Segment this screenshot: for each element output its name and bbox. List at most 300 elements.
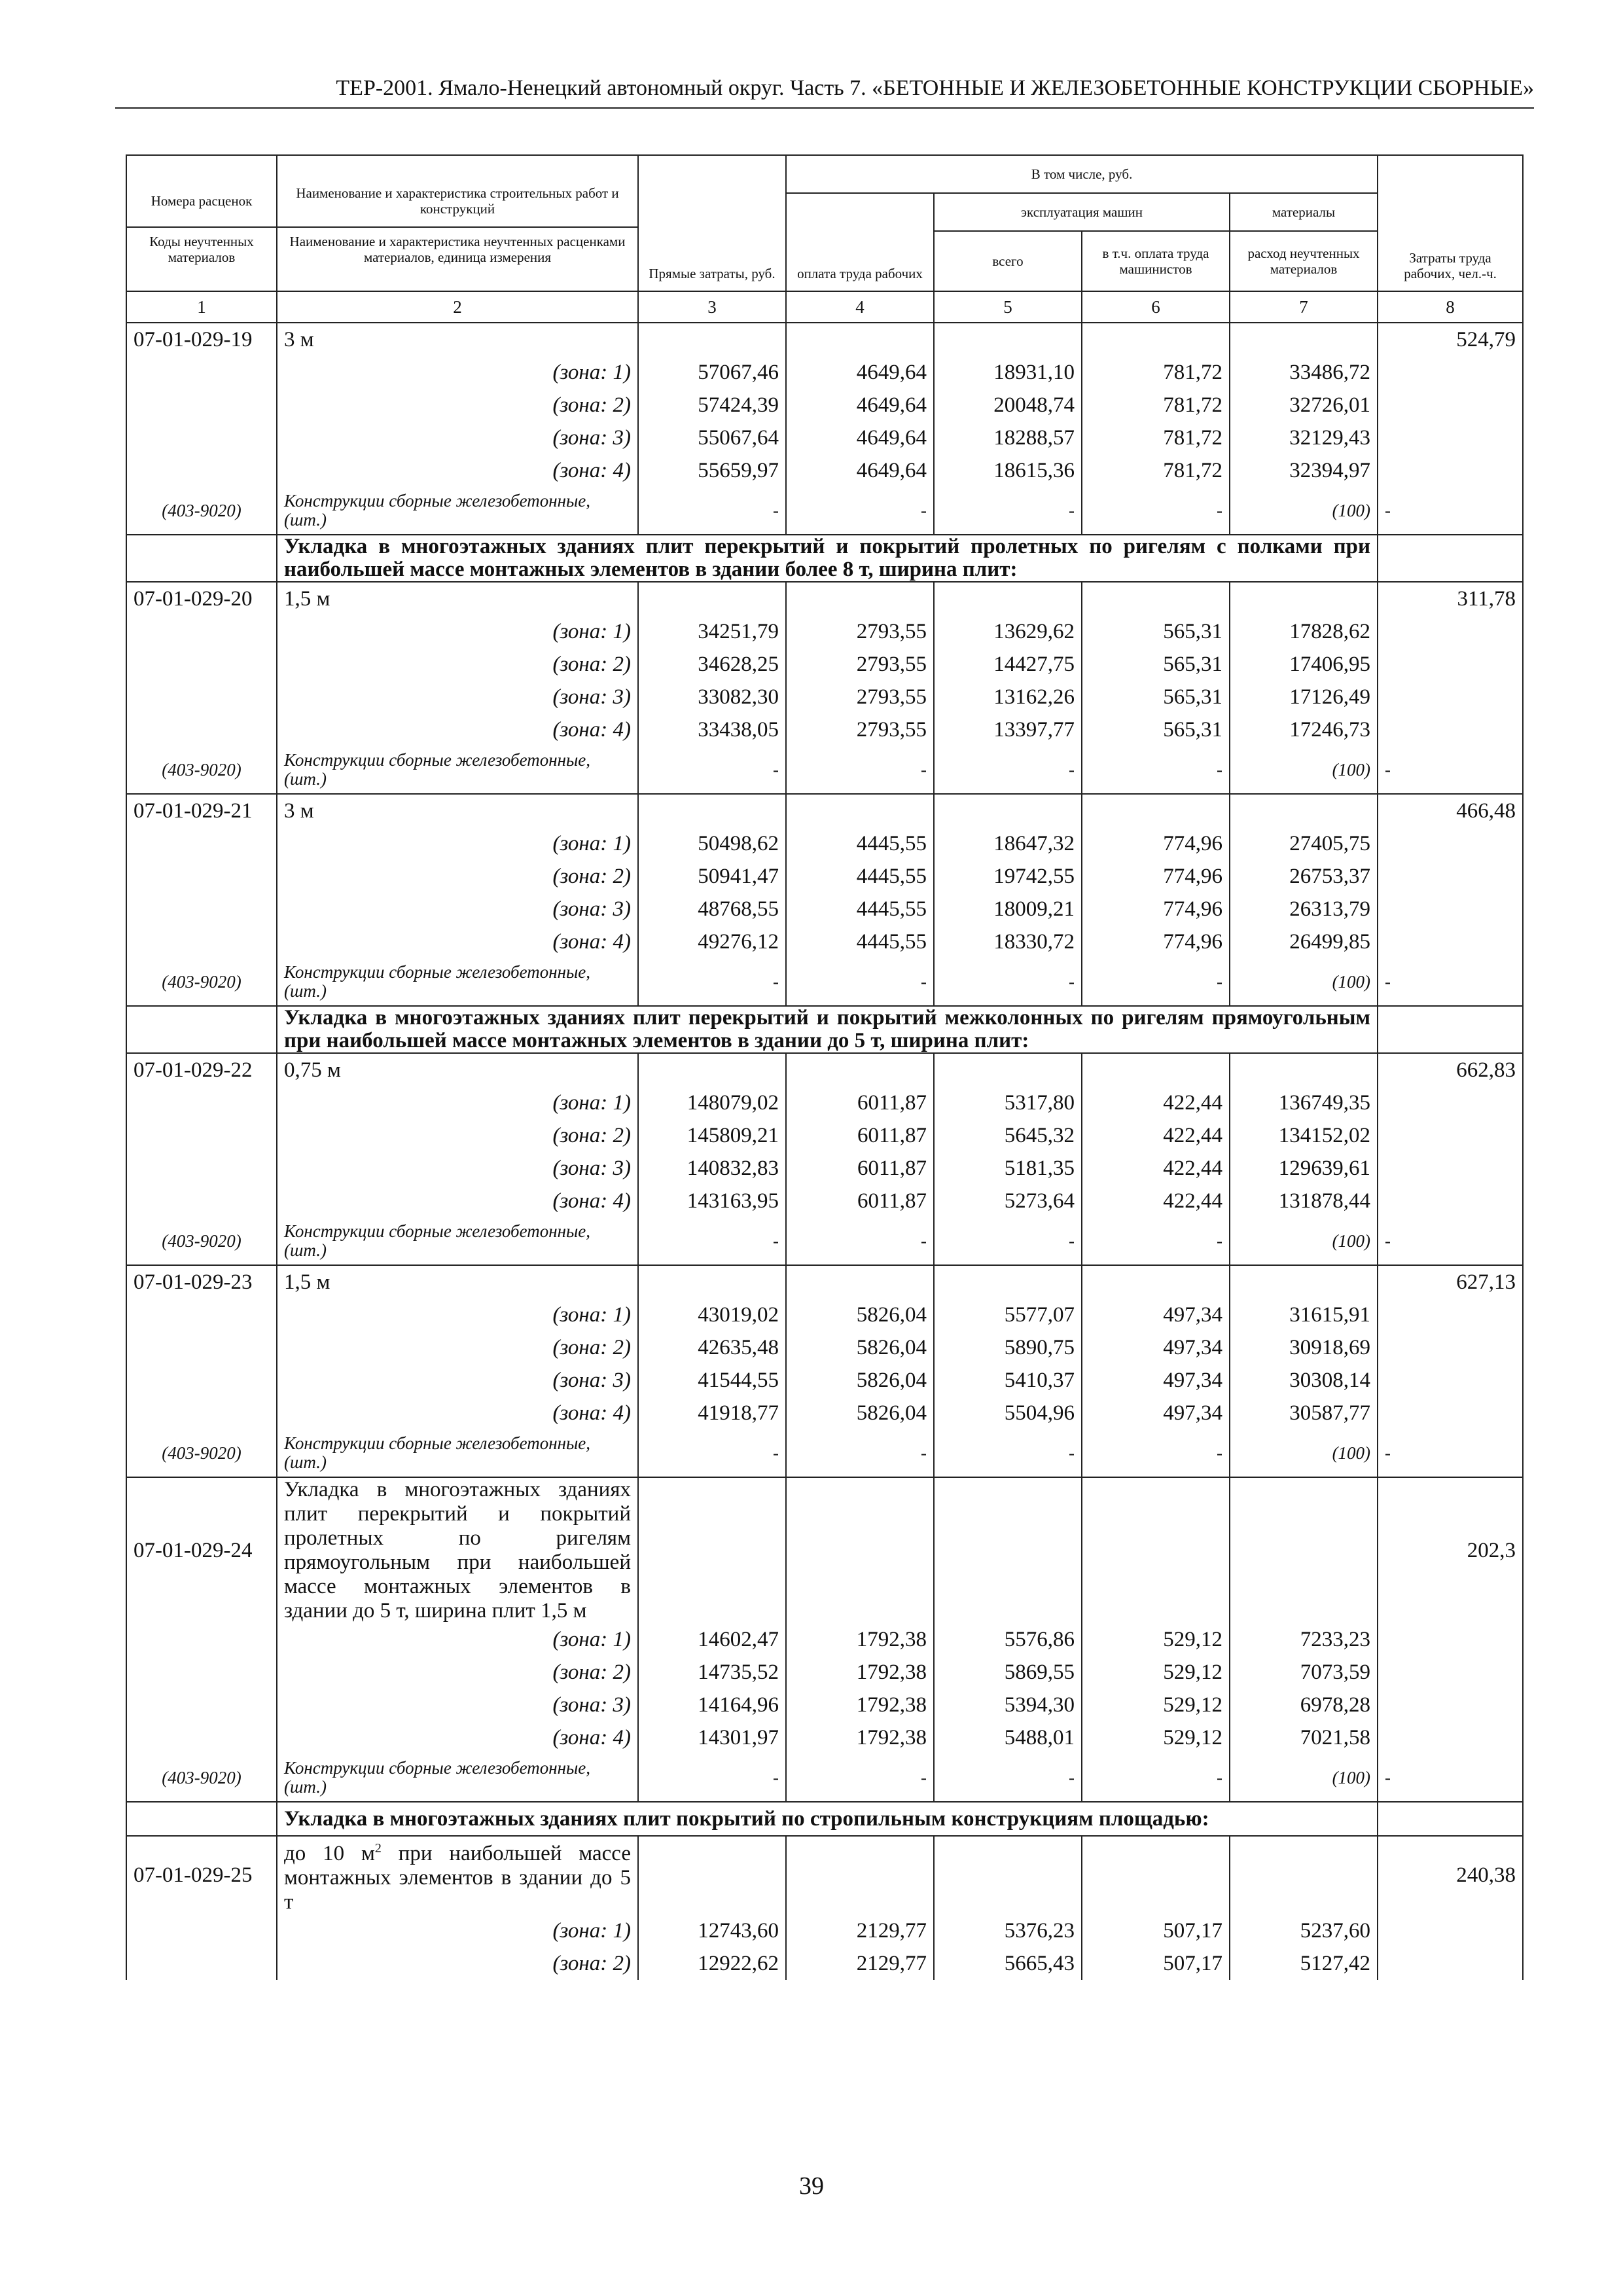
material-row xyxy=(126,746,1523,794)
material-qty: (100) xyxy=(1230,1429,1378,1477)
worker-pay: 1792,38 xyxy=(786,1623,934,1656)
table-body xyxy=(126,323,1523,1980)
direct-cost: 14602,47 xyxy=(638,1623,786,1656)
machinist-pay: 507,17 xyxy=(1082,1947,1230,1980)
machinist-pay: 529,12 xyxy=(1082,1623,1230,1656)
worker-pay: 6011,87 xyxy=(786,1086,934,1119)
worker-pay: 2793,55 xyxy=(786,615,934,648)
zone-row xyxy=(126,681,1523,713)
col-number: 1 xyxy=(126,291,277,323)
zone-row xyxy=(126,1364,1523,1397)
material-qty: (100) xyxy=(1230,958,1378,1006)
machines-total: 13162,26 xyxy=(934,681,1082,713)
material-qty: (100) xyxy=(1230,746,1378,794)
zone-label: (зона: 2) xyxy=(277,1119,638,1152)
rate-code: 07-01-029-24 xyxy=(126,1477,277,1623)
materials-cost: 17406,95 xyxy=(1230,648,1378,681)
materials-cost: 5127,42 xyxy=(1230,1947,1378,1980)
material-qty: (100) xyxy=(1230,487,1378,535)
rate-name: 3 м xyxy=(277,323,638,356)
materials-cost: 30587,77 xyxy=(1230,1397,1378,1429)
col-number: 3 xyxy=(638,291,786,323)
zone-row xyxy=(126,389,1523,422)
dash-cell: - xyxy=(638,958,786,1006)
machines-total: 19742,55 xyxy=(934,860,1082,893)
zone-row xyxy=(126,1152,1523,1185)
materials-cost: 5237,60 xyxy=(1230,1914,1378,1947)
labor-cost: 524,79 xyxy=(1378,323,1523,356)
dash-cell: - xyxy=(786,1429,934,1477)
rate-title-row xyxy=(126,323,1523,356)
zone-label: (зона: 4) xyxy=(277,1397,638,1429)
machinist-pay: 774,96 xyxy=(1082,827,1230,860)
rate-code: 07-01-029-25 xyxy=(126,1836,277,1914)
col4-head: оплата труда рабочих xyxy=(786,193,934,291)
direct-cost: 42635,48 xyxy=(638,1331,786,1364)
table-header xyxy=(126,155,1523,323)
materials-cost: 30308,14 xyxy=(1230,1364,1378,1397)
zone-label: (зона: 4) xyxy=(277,925,638,958)
material-row xyxy=(126,1217,1523,1265)
col-number: 7 xyxy=(1230,291,1378,323)
zone-label: (зона: 1) xyxy=(277,1914,638,1947)
direct-cost: 57424,39 xyxy=(638,389,786,422)
zone-label: (зона: 3) xyxy=(277,1689,638,1721)
worker-pay: 2793,55 xyxy=(786,681,934,713)
col1-bottom-label: Коды неучтенных материалов xyxy=(127,226,276,271)
direct-cost: 12922,62 xyxy=(638,1947,786,1980)
dash-cell: - xyxy=(934,487,1082,535)
zone-label: (зона: 3) xyxy=(277,422,638,454)
machinist-pay: 422,44 xyxy=(1082,1185,1230,1217)
worker-pay: 1792,38 xyxy=(786,1689,934,1721)
dash-cell: - xyxy=(934,958,1082,1006)
zone-row xyxy=(126,1656,1523,1689)
section-row xyxy=(126,535,1523,582)
machinist-pay: 781,72 xyxy=(1082,356,1230,389)
zone-label: (зона: 2) xyxy=(277,1331,638,1364)
worker-pay: 6011,87 xyxy=(786,1185,934,1217)
worker-pay: 4649,64 xyxy=(786,389,934,422)
rate-title-row xyxy=(126,1477,1523,1623)
dash-cell: - xyxy=(934,1754,1082,1802)
dash-cell: - xyxy=(1378,746,1523,794)
machines-total: 5645,32 xyxy=(934,1119,1082,1152)
zone-row xyxy=(126,1947,1523,1980)
direct-cost: 34628,25 xyxy=(638,648,786,681)
col-number: 5 xyxy=(934,291,1082,323)
zone-label: (зона: 1) xyxy=(277,1086,638,1119)
material-qty: (100) xyxy=(1230,1217,1378,1265)
rate-title-row xyxy=(126,794,1523,827)
zone-label: (зона: 4) xyxy=(277,1185,638,1217)
machines-total: 5410,37 xyxy=(934,1364,1082,1397)
dash-cell: - xyxy=(1378,958,1523,1006)
zone-label: (зона: 2) xyxy=(277,648,638,681)
col7-head: расход неучтенных материалов xyxy=(1230,231,1378,291)
dash-cell: - xyxy=(638,487,786,535)
machines-total: 13629,62 xyxy=(934,615,1082,648)
zone-row xyxy=(126,1086,1523,1119)
labor-cost: 662,83 xyxy=(1378,1053,1523,1086)
worker-pay: 5826,04 xyxy=(786,1364,934,1397)
direct-cost: 50941,47 xyxy=(638,860,786,893)
machinist-pay: 529,12 xyxy=(1082,1721,1230,1754)
machines-total: 13397,77 xyxy=(934,713,1082,746)
machines-total: 5576,86 xyxy=(934,1623,1082,1656)
col-number: 6 xyxy=(1082,291,1230,323)
rate-name-sup: 2 xyxy=(374,1841,382,1856)
worker-pay: 4445,55 xyxy=(786,860,934,893)
materials-cost: 31615,91 xyxy=(1230,1299,1378,1331)
worker-pay: 4445,55 xyxy=(786,925,934,958)
worker-pay: 2129,77 xyxy=(786,1914,934,1947)
dash-cell: - xyxy=(786,487,934,535)
direct-cost: 33082,30 xyxy=(638,681,786,713)
direct-cost: 34251,79 xyxy=(638,615,786,648)
rate-title-row xyxy=(126,1265,1523,1299)
col8-head: Затраты труда рабочих, чел.-ч. xyxy=(1378,155,1523,291)
direct-cost: 140832,83 xyxy=(638,1152,786,1185)
direct-cost: 55067,64 xyxy=(638,422,786,454)
zone-row xyxy=(126,1185,1523,1217)
material-row xyxy=(126,487,1523,535)
dash-cell: - xyxy=(1378,1429,1523,1477)
zone-row xyxy=(126,827,1523,860)
materials-cost: 17828,62 xyxy=(1230,615,1378,648)
material-name: Конструкции сборные железобетонные, (шт.) xyxy=(277,1754,638,1802)
dash-cell: - xyxy=(1082,1217,1230,1265)
machines-total: 5504,96 xyxy=(934,1397,1082,1429)
materials-cost: 7233,23 xyxy=(1230,1623,1378,1656)
worker-pay: 6011,87 xyxy=(786,1152,934,1185)
material-code: (403-9020) xyxy=(126,1429,277,1477)
materials-cost: 30918,69 xyxy=(1230,1331,1378,1364)
dash-cell: - xyxy=(934,746,1082,794)
col1-top-label: Номера расценок xyxy=(151,193,253,209)
dash-cell: - xyxy=(934,1429,1082,1477)
zone-row xyxy=(126,1299,1523,1331)
zone-label: (зона: 2) xyxy=(277,860,638,893)
col1-head xyxy=(126,155,277,291)
zone-label: (зона: 3) xyxy=(277,1364,638,1397)
dash-cell: - xyxy=(1082,1754,1230,1802)
rate-name: Укладка в многоэтажных зданиях плит перекрытий и покрытий пролетных по ригелям прямоугольным при наибольшей массе монтажных элементов в здании до 5 т, ширина плит 1,5 м xyxy=(277,1477,638,1623)
worker-pay: 4649,64 xyxy=(786,356,934,389)
page-number: 39 xyxy=(799,2172,824,2200)
direct-cost: 145809,21 xyxy=(638,1119,786,1152)
machinist-pay: 422,44 xyxy=(1082,1152,1230,1185)
zone-label: (зона: 2) xyxy=(277,1947,638,1980)
machinist-pay: 422,44 xyxy=(1082,1119,1230,1152)
dash-cell: - xyxy=(786,958,934,1006)
col-number: 4 xyxy=(786,291,934,323)
zone-row xyxy=(126,1914,1523,1947)
col6-head: в т.ч. оплата труда машинистов xyxy=(1082,231,1230,291)
rate-name: 0,75 м xyxy=(277,1053,638,1086)
direct-cost: 55659,97 xyxy=(638,454,786,487)
machines-total: 5394,30 xyxy=(934,1689,1082,1721)
zone-label: (зона: 2) xyxy=(277,1656,638,1689)
machinist-pay: 529,12 xyxy=(1082,1656,1230,1689)
dash-cell: - xyxy=(638,746,786,794)
zone-row xyxy=(126,893,1523,925)
dash-cell: - xyxy=(1378,487,1523,535)
dash-cell: - xyxy=(1378,1217,1523,1265)
worker-pay: 4445,55 xyxy=(786,827,934,860)
worker-pay: 5826,04 xyxy=(786,1299,934,1331)
worker-pay: 2793,55 xyxy=(786,713,934,746)
labor-cost: 240,38 xyxy=(1378,1836,1523,1914)
machinist-pay: 774,96 xyxy=(1082,925,1230,958)
machinist-pay: 497,34 xyxy=(1082,1331,1230,1364)
dash-cell: - xyxy=(934,1217,1082,1265)
zone-label: (зона: 1) xyxy=(277,1299,638,1331)
machinist-pay: 497,34 xyxy=(1082,1299,1230,1331)
rate-name xyxy=(277,1836,638,1914)
zone-label: (зона: 1) xyxy=(277,356,638,389)
dash-cell: - xyxy=(786,746,934,794)
col2-top-label: Наименование и характеристика строительных работ и конструкций xyxy=(296,185,619,217)
labor-cost: 202,3 xyxy=(1378,1477,1523,1623)
rate-name: 3 м xyxy=(277,794,638,827)
rate-code: 07-01-029-22 xyxy=(126,1053,277,1086)
material-code: (403-9020) xyxy=(126,1754,277,1802)
rate-name-post: при наибольшей массе монтажных элементов в здании до 5 т xyxy=(284,1842,631,1914)
material-name: Конструкции сборные железобетонные, (шт.) xyxy=(277,746,638,794)
materials-cost: 17246,73 xyxy=(1230,713,1378,746)
machinist-pay: 781,72 xyxy=(1082,389,1230,422)
direct-cost: 12743,60 xyxy=(638,1914,786,1947)
machines-total: 14427,75 xyxy=(934,648,1082,681)
machinist-pay: 565,31 xyxy=(1082,681,1230,713)
machines-total: 18009,21 xyxy=(934,893,1082,925)
zone-row xyxy=(126,1623,1523,1656)
col-number: 8 xyxy=(1378,291,1523,323)
machinist-pay: 497,34 xyxy=(1082,1364,1230,1397)
materials-cost: 7073,59 xyxy=(1230,1656,1378,1689)
dash-cell: - xyxy=(1082,746,1230,794)
machinist-pay: 565,31 xyxy=(1082,713,1230,746)
material-qty: (100) xyxy=(1230,1754,1378,1802)
worker-pay: 4649,64 xyxy=(786,454,934,487)
machines-total: 18615,36 xyxy=(934,454,1082,487)
zone-label: (зона: 4) xyxy=(277,454,638,487)
materials-cost: 26499,85 xyxy=(1230,925,1378,958)
materials-cost: 32129,43 xyxy=(1230,422,1378,454)
materials-cost: 134152,02 xyxy=(1230,1119,1378,1152)
zone-row xyxy=(126,1721,1523,1754)
zone-label: (зона: 1) xyxy=(277,827,638,860)
col-number: 2 xyxy=(277,291,638,323)
machinist-pay: 565,31 xyxy=(1082,648,1230,681)
rate-code: 07-01-029-21 xyxy=(126,794,277,827)
worker-pay: 5826,04 xyxy=(786,1331,934,1364)
materials-cost: 26313,79 xyxy=(1230,893,1378,925)
direct-cost: 50498,62 xyxy=(638,827,786,860)
col2-bottom-label: Наименование и характеристика неучтенных расценками материалов, единица измерения xyxy=(277,226,637,271)
section-title: Укладка в многоэтажных зданиях плит перекрытий и покрытий межколонных по ригелям прямоугольным при наибольшей массе монтажных элементов в здании до 5 т, ширина плит: xyxy=(277,1006,1378,1053)
zone-label: (зона: 3) xyxy=(277,681,638,713)
dash-cell: - xyxy=(786,1754,934,1802)
machines-total: 5488,01 xyxy=(934,1721,1082,1754)
direct-cost: 14735,52 xyxy=(638,1656,786,1689)
material-row xyxy=(126,1754,1523,1802)
worker-pay: 1792,38 xyxy=(786,1656,934,1689)
rate-name: 1,5 м xyxy=(277,1265,638,1299)
zone-row xyxy=(126,422,1523,454)
labor-cost: 311,78 xyxy=(1378,582,1523,615)
machines-total: 5665,43 xyxy=(934,1947,1082,1980)
worker-pay: 6011,87 xyxy=(786,1119,934,1152)
direct-cost: 48768,55 xyxy=(638,893,786,925)
rate-code: 07-01-029-19 xyxy=(126,323,277,356)
direct-cost: 49276,12 xyxy=(638,925,786,958)
machinist-pay: 529,12 xyxy=(1082,1689,1230,1721)
machinist-pay: 774,96 xyxy=(1082,860,1230,893)
machines-total: 5317,80 xyxy=(934,1086,1082,1119)
machines-total: 18931,10 xyxy=(934,356,1082,389)
section-row xyxy=(126,1006,1523,1053)
machinist-pay: 497,34 xyxy=(1082,1397,1230,1429)
zone-label: (зона: 4) xyxy=(277,713,638,746)
rate-title-row xyxy=(126,582,1523,615)
zone-row xyxy=(126,1397,1523,1429)
rate-name: 1,5 м xyxy=(277,582,638,615)
materials-cost: 33486,72 xyxy=(1230,356,1378,389)
direct-cost: 57067,46 xyxy=(638,356,786,389)
direct-cost: 41544,55 xyxy=(638,1364,786,1397)
col5-head: всего xyxy=(934,231,1082,291)
worker-pay: 2129,77 xyxy=(786,1947,934,1980)
worker-pay: 2793,55 xyxy=(786,648,934,681)
running-header xyxy=(115,68,1534,109)
material-name: Конструкции сборные железобетонные, (шт.) xyxy=(277,1429,638,1477)
material-code: (403-9020) xyxy=(126,487,277,535)
machines-head: эксплуатация машин xyxy=(934,193,1230,231)
zone-row xyxy=(126,860,1523,893)
worker-pay: 1792,38 xyxy=(786,1721,934,1754)
section-title: Укладка в многоэтажных зданиях плит покрытий по стропильным конструкциям площадью: xyxy=(277,1802,1378,1836)
materials-cost: 136749,35 xyxy=(1230,1086,1378,1119)
machinist-pay: 781,72 xyxy=(1082,454,1230,487)
materials-cost: 26753,37 xyxy=(1230,860,1378,893)
machines-total: 5890,75 xyxy=(934,1331,1082,1364)
materials-cost: 129639,61 xyxy=(1230,1152,1378,1185)
direct-cost: 33438,05 xyxy=(638,713,786,746)
materials-cost: 131878,44 xyxy=(1230,1185,1378,1217)
zone-row xyxy=(126,454,1523,487)
direct-cost: 148079,02 xyxy=(638,1086,786,1119)
zone-label: (зона: 3) xyxy=(277,1152,638,1185)
machines-total: 5376,23 xyxy=(934,1914,1082,1947)
section-row xyxy=(126,1802,1523,1836)
zone-label: (зона: 2) xyxy=(277,389,638,422)
zone-row xyxy=(126,1689,1523,1721)
direct-cost: 143163,95 xyxy=(638,1185,786,1217)
rate-title-row xyxy=(126,1836,1523,1914)
worker-pay: 4445,55 xyxy=(786,893,934,925)
machines-total: 5273,64 xyxy=(934,1185,1082,1217)
materials-cost: 27405,75 xyxy=(1230,827,1378,860)
machines-total: 5577,07 xyxy=(934,1299,1082,1331)
zone-row xyxy=(126,1119,1523,1152)
materials-cost: 17126,49 xyxy=(1230,681,1378,713)
machinist-pay: 422,44 xyxy=(1082,1086,1230,1119)
dash-cell: - xyxy=(1378,1754,1523,1802)
materials-cost: 32726,01 xyxy=(1230,389,1378,422)
direct-cost: 14301,97 xyxy=(638,1721,786,1754)
dash-cell: - xyxy=(1082,487,1230,535)
zone-label: (зона: 1) xyxy=(277,1623,638,1656)
rate-name-pre: до 10 м xyxy=(284,1842,375,1865)
rate-title-row xyxy=(126,1053,1523,1086)
materials-cost: 32394,97 xyxy=(1230,454,1378,487)
direct-cost: 14164,96 xyxy=(638,1689,786,1721)
material-row xyxy=(126,1429,1523,1477)
zone-row xyxy=(126,648,1523,681)
section-title: Укладка в многоэтажных зданиях плит перекрытий и покрытий пролетных по ригелям с полками при наибольшей массе монтажных элементов в здании более 8 т, ширина плит: xyxy=(277,535,1378,582)
rates-table xyxy=(126,154,1524,1980)
labor-cost: 627,13 xyxy=(1378,1265,1523,1299)
machinist-pay: 781,72 xyxy=(1082,422,1230,454)
direct-cost: 43019,02 xyxy=(638,1299,786,1331)
zone-row xyxy=(126,356,1523,389)
incl-head: В том числе, руб. xyxy=(786,155,1378,193)
materials-cost: 7021,58 xyxy=(1230,1721,1378,1754)
machines-total: 18330,72 xyxy=(934,925,1082,958)
materials-cost: 6978,28 xyxy=(1230,1689,1378,1721)
dash-cell: - xyxy=(638,1217,786,1265)
machinist-pay: 507,17 xyxy=(1082,1914,1230,1947)
machines-total: 5869,55 xyxy=(934,1656,1082,1689)
zone-label: (зона: 1) xyxy=(277,615,638,648)
zone-label: (зона: 4) xyxy=(277,1721,638,1754)
material-code: (403-9020) xyxy=(126,958,277,1006)
zone-row xyxy=(126,1331,1523,1364)
dash-cell: - xyxy=(638,1429,786,1477)
material-code: (403-9020) xyxy=(126,1217,277,1265)
machines-total: 5181,35 xyxy=(934,1152,1082,1185)
zone-label: (зона: 3) xyxy=(277,893,638,925)
zone-row xyxy=(126,925,1523,958)
labor-cost: 466,48 xyxy=(1378,794,1523,827)
running-title: ТЕР-2001. Ямало-Ненецкий автономный округ. Часть 7. «БЕТОННЫЕ И ЖЕЛЕЗОБЕТОННЫЕ КОНСТРУКЦИИ СБОРНЫЕ» xyxy=(336,76,1534,100)
direct-cost: 41918,77 xyxy=(638,1397,786,1429)
worker-pay: 4649,64 xyxy=(786,422,934,454)
material-name: Конструкции сборные железобетонные, (шт.) xyxy=(277,958,638,1006)
col3-head: Прямые затраты, руб. xyxy=(638,155,786,291)
rate-code: 07-01-029-20 xyxy=(126,582,277,615)
dash-cell: - xyxy=(1082,958,1230,1006)
material-name: Конструкции сборные железобетонные, (шт.) xyxy=(277,487,638,535)
machinist-pay: 774,96 xyxy=(1082,893,1230,925)
zone-row xyxy=(126,713,1523,746)
rate-code: 07-01-029-23 xyxy=(126,1265,277,1299)
machines-total: 18288,57 xyxy=(934,422,1082,454)
material-code: (403-9020) xyxy=(126,746,277,794)
dash-cell: - xyxy=(1082,1429,1230,1477)
material-name: Конструкции сборные железобетонные, (шт.) xyxy=(277,1217,638,1265)
column-number-row xyxy=(126,291,1523,323)
machinist-pay: 565,31 xyxy=(1082,615,1230,648)
materials-head: материалы xyxy=(1230,193,1378,231)
material-row xyxy=(126,958,1523,1006)
dash-cell: - xyxy=(786,1217,934,1265)
worker-pay: 5826,04 xyxy=(786,1397,934,1429)
machines-total: 18647,32 xyxy=(934,827,1082,860)
machines-total: 20048,74 xyxy=(934,389,1082,422)
